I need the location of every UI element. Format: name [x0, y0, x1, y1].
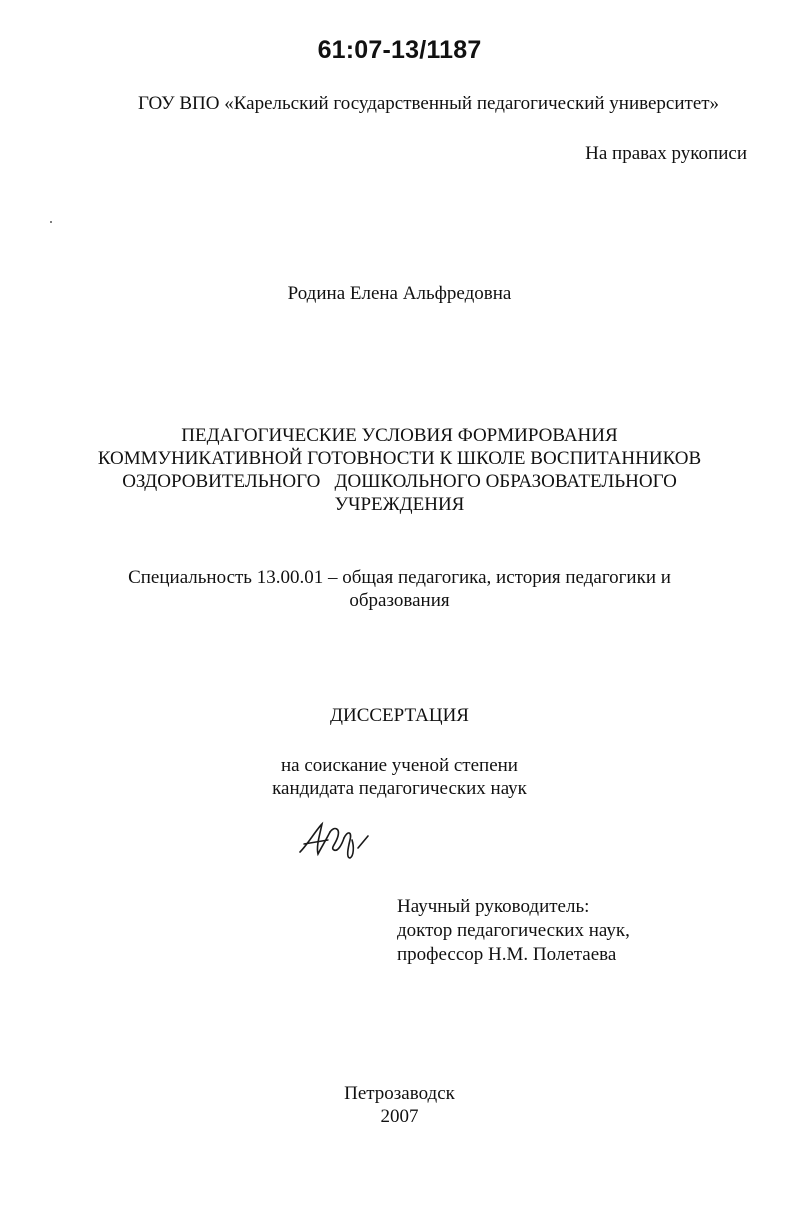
- specialty: [0, 566, 799, 612]
- specialty-line: Специальность 13.00.01 – общая педагогика, история педагогики и: [128, 567, 671, 588]
- scientific-advisor: [397, 895, 630, 967]
- degree-line: на соискание ученой степени: [281, 755, 518, 776]
- specialty-line: образования: [349, 590, 450, 611]
- advisor-line: доктор педагогических наук,: [397, 920, 630, 941]
- title-line: ПЕДАГОГИЧЕСКИЕ УСЛОВИЯ ФОРМИРОВАНИЯ: [181, 425, 618, 446]
- organization-name: ГОУ ВПО «Карельский государственный педагогический университет»: [138, 93, 720, 114]
- city: Петрозаводск: [344, 1083, 455, 1104]
- advisor-line: профессор Н.М. Полетаева: [397, 944, 617, 965]
- title-line: УЧРЕЖДЕНИЯ: [334, 494, 465, 515]
- dissertation-title: [0, 424, 799, 516]
- scan-speck: [50, 221, 52, 223]
- degree-statement: [0, 754, 799, 800]
- author-name: Родина Елена Альфредовна: [287, 283, 512, 304]
- title-line: КОММУНИКАТИВНОЙ ГОТОВНОСТИ К ШКОЛЕ ВОСПИТАННИКОВ: [97, 448, 702, 469]
- work-type-heading: ДИССЕРТАЦИЯ: [330, 705, 469, 726]
- place-and-year: [0, 1082, 799, 1128]
- rights-note: На правах рукописи: [585, 143, 747, 164]
- degree-line: кандидата педагогических наук: [272, 778, 527, 799]
- title-line: ОЗДОРОВИТЕЛЬНОГО ДОШКОЛЬНОГО ОБРАЗОВАТЕЛЬНОГО: [122, 471, 677, 492]
- year: 2007: [380, 1106, 419, 1127]
- handwritten-signature: [294, 818, 384, 862]
- document-number: 61:07-13/1187: [317, 36, 482, 64]
- advisor-line: Научный руководитель:: [397, 896, 590, 917]
